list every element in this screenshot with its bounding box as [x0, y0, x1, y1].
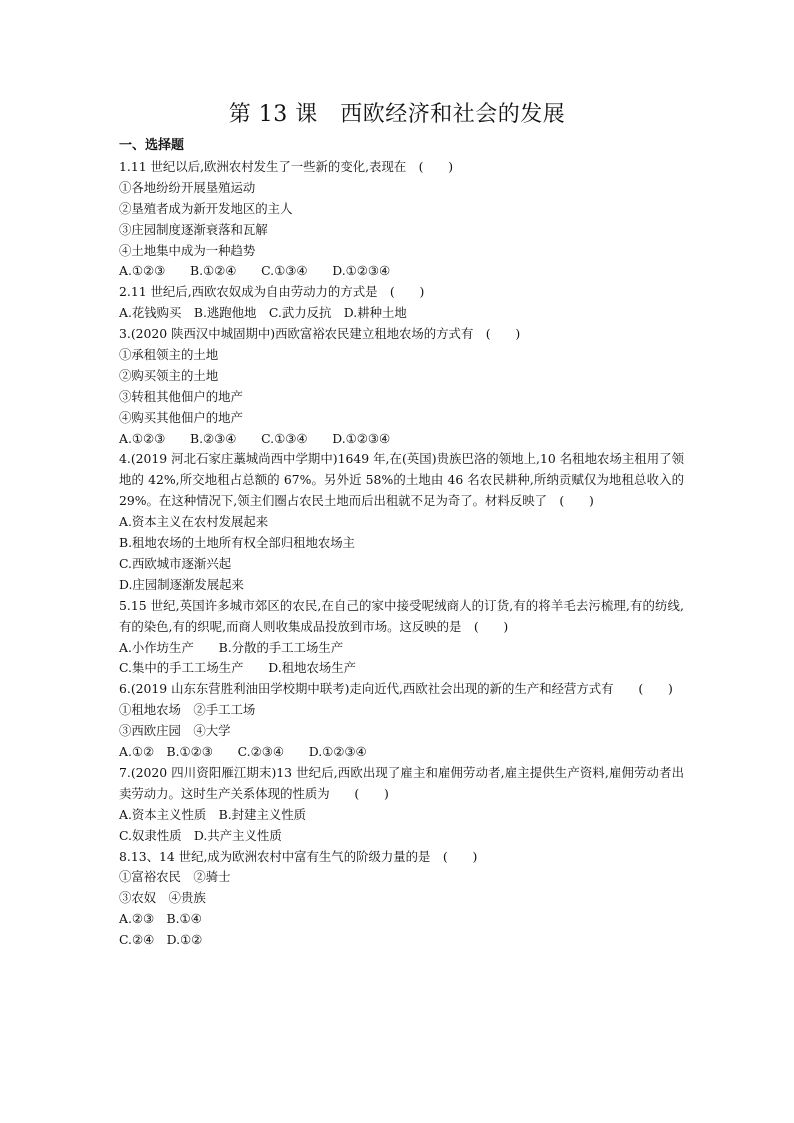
q8-items-12: ①富裕农民 ②骑士 — [119, 869, 231, 885]
q3-item-4: ④购买其他佃户的地产 — [119, 409, 243, 425]
q6-items-12: ①租地农场 ②手工工场 — [119, 702, 256, 718]
q6-options: A.①② B.①②③ C.②③④ D.①②③④ — [119, 744, 367, 760]
q4-option-d: D.庄园制逐渐发展起来 — [119, 576, 244, 592]
q1-item-4: ④土地集中成为一种趋势 — [119, 242, 256, 258]
q6-stem: 6.(2019 山东东营胜利油田学校期中联考)走向近代,西欧社会出现的新的生产和经营方式有 ( ) — [119, 681, 673, 697]
q4-option-c: C.西欧城市逐渐兴起 — [119, 555, 232, 571]
q4-option-a: A.资本主义在农村发展起来 — [119, 514, 269, 530]
question-list — [119, 157, 684, 951]
q1-stem: 1.11 世纪以后,欧洲农村发生了一些新的变化,表现在 ( ) — [119, 159, 454, 174]
q4-option-b: B.租地农场的土地所有权全部归租地农场主 — [119, 535, 356, 551]
q8-stem: 8.13、14 世纪,成为欧洲农村中富有生气的阶级力量的是 ( ) — [119, 848, 478, 864]
q3-item-3: ③转租其他佃户的地产 — [119, 388, 243, 404]
q7-stem: 7.(2020 四川资阳雁江期末)13 世纪后,西欧出现了雇主和雇佣劳动者,雇主提供生产资料,雇佣劳动者出卖劳动力。这时生产关系体现的性质为 ( ) — [119, 764, 684, 801]
q6-items-34: ③西欧庄园 ④大学 — [119, 723, 231, 739]
q3-options: A.①②③ B.②③④ C.①③④ D.①②③④ — [119, 430, 391, 446]
q3-item-1: ①承租领主的土地 — [119, 347, 219, 363]
q2-stem: 2.11 世纪后,西欧农奴成为自由劳动力的方式是 ( ) — [119, 284, 425, 300]
q7-options-cd: C.奴隶性质 D.共产主义性质 — [119, 827, 282, 843]
q1-item-2: ②垦殖者成为新开发地区的主人 — [119, 200, 293, 216]
q8-options-ab: A.②③ B.①④ — [119, 911, 202, 927]
q1-item-3: ③庄园制度逐渐衰落和瓦解 — [119, 221, 268, 237]
q1-options: A.①②③ B.①②④ C.①③④ D.①②③④ — [119, 263, 391, 279]
q4-stem: 4.(2019 河北石家庄藁城尚西中学期中)1649 年,在(英国)贵族巴洛的领地上,10 名租地农场主租用了领地的 42%,所交地租占总额的 67%。另外近 58%的土地由 46 名农民耕种,所纳贡赋仅为地租总收入的 29%。在这种情况下,领主们圈占农民土地而后出租就不足为奇了。材料反映了 ( ) — [119, 451, 684, 509]
q8-items-34: ③农奴 ④贵族 — [119, 890, 206, 906]
q1-item-1: ①各地纷纷开展垦殖运动 — [119, 179, 256, 195]
q3-stem: 3.(2020 陕西汉中城固期中)西欧富裕农民建立租地农场的方式有 ( ) — [119, 326, 521, 342]
q3-item-2: ②购买领主的土地 — [119, 367, 219, 383]
q7-options-ab: A.资本主义性质 B.封建主义性质 — [119, 806, 307, 822]
section-heading: 一、选择题 — [119, 138, 185, 153]
q5-options-ab: A.小作坊生产 B.分散的手工工场生产 — [119, 639, 344, 655]
q5-stem: 5.15 世纪,英国许多城市郊区的农民,在自己的家中接受呢绒商人的订货,有的将羊毛去污梳理,有的纺线,有的染色,有的织呢,而商人则收集成品投放到市场。这反映的是 ( ) — [119, 597, 684, 634]
page-title: 第 13 课 西欧经济和社会的发展 — [228, 102, 566, 127]
q8-options-cd: C.②④ D.①② — [119, 932, 203, 948]
q5-options-cd: C.集中的手工工场生产 D.租地农场生产 — [119, 660, 357, 676]
q2-options: A.花钱购买 B.逃跑他地 C.武力反抗 D.耕种土地 — [119, 305, 407, 321]
